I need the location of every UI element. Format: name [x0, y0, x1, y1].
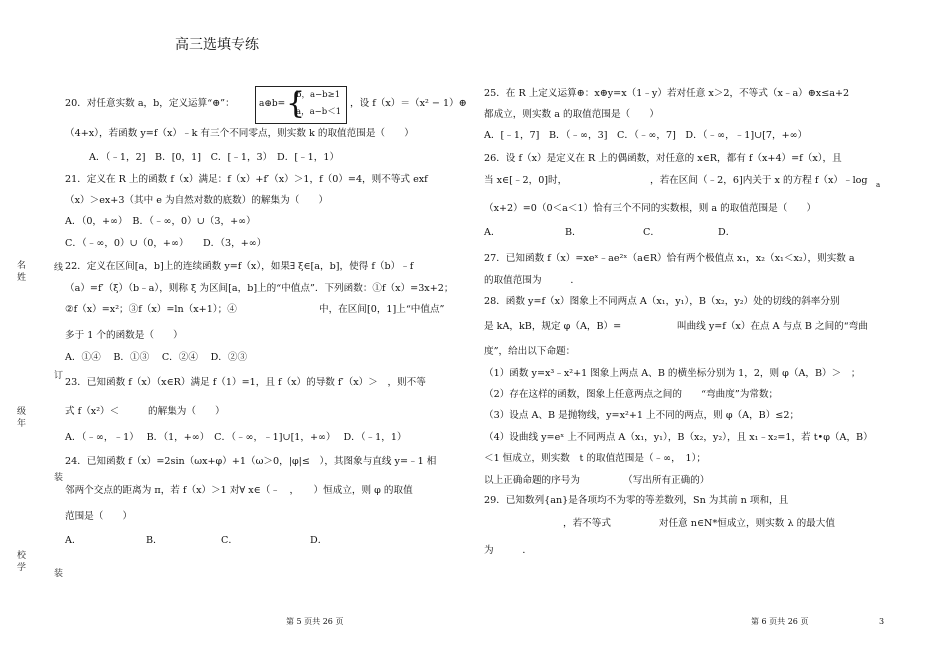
q29-line1: 29．已知数列{an}是各项均不为零的等差数列，Sn 为其前 n 项和，且 — [484, 495, 789, 506]
op-lhs: a⊕b= — [259, 99, 286, 109]
q26-option-c: C． — [643, 227, 660, 238]
q28-item-2: （2）存在这样的函数，图象上任意两点之间的 “弯曲度”为常数； — [484, 389, 779, 400]
q28-line3: 度”，给出以下命题： — [484, 346, 576, 357]
q26-log-subscript: a — [876, 181, 881, 189]
q26-option-b: B． — [565, 227, 582, 238]
q23-line1: 23．已知函数 f（x）（x∈R）满足 f（1）=1，且 f（x）的导数 f′（x）＞ ，则不等 — [65, 377, 426, 388]
q28-item-3: （3）设点 A、B 是抛物线，y=x²+1 上不同的两点，则 φ（A，B）≤2； — [484, 410, 800, 421]
left-page-footer: 第 5 页共 26 页 — [286, 617, 344, 626]
q22-line1: 22．定义在区间[a，b]上的连续函数 y=f（x），如果∃ ξ∈[a，b]，使得 f（b）﹣f — [65, 261, 414, 272]
margin-label-xiao: 校 — [17, 551, 27, 561]
q28-item-4b: ＜1 恒成立，则实数 t 的取值范围是（﹣∞， 1）； — [484, 453, 707, 464]
q20-line2: （4+x），若函数 y=f（x）﹣k 有三个不同零点，则实数 k 的取值范围是（ ） — [65, 128, 414, 139]
margin-label-xue: 学 — [17, 563, 27, 573]
q28-line2a: 是 kA，kB，规定 φ（A，B）= — [484, 321, 622, 332]
q24-option-c: C． — [221, 535, 238, 546]
q23-options: A．（﹣∞，﹣1） B．（1，+∞） C．（﹣∞，﹣1]∪[1，+∞） D．（﹣1，1） — [65, 432, 407, 443]
q28-conclusion: 以上正确命题的序号为 （写出所有正确的） — [484, 475, 710, 486]
q27-line2: 的取值范围为 ． — [484, 275, 580, 286]
q20-line1b: ，设 f（x）＝（x² − 1）⊕ — [350, 98, 467, 109]
q26-line2a: 当 x∈[﹣2，0]时， — [484, 175, 568, 186]
q28-line1: 28．函数 y=f（x）图象上不同两点 A（x₁，y₁），B（x₂，y₂）处的切线的斜率分别 — [484, 296, 840, 307]
binding-mark-ding: 订 — [54, 371, 64, 381]
q23-line2: 式 f（x²）＜ 的解集为（ ） — [65, 406, 225, 417]
q28-line2b: 叫曲线 y=f（x）在点 A 与点 B 之间的“弯曲 — [677, 321, 868, 332]
q22-line2: （a）=f′（ξ）（b﹣a），则称 ξ 为区间[a，b]上的“中值点”．下列函数：①f（x）=3x+2； — [65, 283, 454, 294]
q29-line3: 为 ． — [484, 545, 532, 556]
q21-options-cd: C．（﹣∞，0）∪（0，+∞） D．（3，+∞） — [65, 238, 267, 249]
q27-line1: 27．已知函数 f（x）=xeˣ﹣ae²ˣ（a∈R）恰有两个极值点 x₁，x₂（x₁＜x₂），则实数 a — [484, 253, 855, 264]
margin-label-nian: 年 — [17, 419, 27, 429]
binding-mark-zhuang-bottom: 装 — [54, 569, 64, 579]
q25-line1: 25．在 R 上定义运算⊕：x⊕y=x（1﹣y）若对任意 x＞2，不等式（x﹣a）⊕x≤a+2 — [484, 88, 850, 99]
q26-line1: 26．设 f（x）是定义在 R 上的偶函数，对任意的 x∈R，都有 f（x+4）=f（x），且 — [484, 153, 842, 164]
margin-label-ming: 名 — [17, 261, 27, 271]
right-page-footer: 第 6 页共 26 页 — [751, 617, 809, 626]
q24-option-a: A． — [65, 535, 82, 546]
q26-line3: （x+2）=0（0＜a＜1）恰有三个不同的实数根，则 a 的取值范围是（ ） — [484, 203, 817, 214]
page-title: 高三选填专练 — [175, 37, 259, 53]
op-case-2: a，a−b＜1 — [296, 107, 342, 117]
q26-option-d: D． — [718, 227, 736, 238]
q21-options-ab: A．（0，+∞） B．（﹣∞，0）∪（3，+∞） — [65, 216, 256, 227]
q24-line3: 范围是（ ） — [65, 511, 133, 522]
q24-option-d: D． — [310, 535, 328, 546]
q20-options: A．（﹣1，2] B．[0，1] C．[﹣1，3） D．[﹣1，1） — [89, 152, 340, 163]
q25-line2: 都成立，则实数 a 的取值范围是（ ） — [484, 109, 659, 120]
q22-options: A．①④ B．①③ C．②④ D．②③ — [65, 352, 248, 363]
q21-line2: （x）＞ex+3（其中 e 为自然对数的底数）的解集为（ ） — [65, 195, 329, 206]
q24-option-b: B． — [146, 535, 163, 546]
q28-item-4a: （4）设曲线 y=eˣ 上不同两点 A（x₁，y₁），B（x₂，y₂），且 x₁﹣x₂=1，若 t•φ（A，B） — [484, 432, 873, 443]
q28-item-1: （1）函数 y=x³﹣x²+1 图象上两点 A、B 的横坐标分别为 1，2，则 φ（A，B）＞ ； — [484, 368, 861, 379]
q26-option-a: A． — [484, 227, 501, 238]
brace-icon: { — [286, 86, 306, 121]
binding-mark-zhuang: 装 — [54, 473, 64, 483]
q24-line1: 24．已知函数 f（x）=2sin（ωx+φ）+1（ω＞0，|φ|≤ ），其图象与直线 y=﹣1 相 — [65, 456, 437, 467]
q21-line1: 21．定义在 R 上的函数 f（x）满足：f（x）+f′（x）＞1，f（0）=4，则不等式 exf — [65, 174, 428, 185]
q22-line4: 多于 1 个的函数是（ ） — [65, 330, 183, 341]
sheet-page-number: 3 — [879, 617, 885, 626]
operation-definition-box — [255, 86, 347, 124]
op-case-1: b，a−b≥1 — [296, 90, 341, 100]
q22-line3b: 中，在区间[0，1]上“中值点” — [319, 304, 445, 315]
q26-line2b: ，若在区间（﹣2，6]内关于 x 的方程 f（x）﹣log — [650, 175, 868, 186]
q25-options: A．[﹣1，7] B．（﹣∞，3] C．（﹣∞，7] D．（﹣∞，﹣1]∪[7，+∞） — [484, 130, 808, 141]
binding-mark-xian: 线 — [54, 263, 64, 273]
margin-label-xing: 姓 — [17, 273, 27, 283]
q29-line2: ，若不等式 对任意 n∈N*恒成立，则实数 λ 的最大值 — [563, 518, 835, 529]
margin-label-ji: 级 — [17, 407, 27, 417]
q22-line3a: ②f（x）=x²；③f（x）=ln（x+1）；④ — [65, 304, 237, 315]
q24-line2: 邻两个交点的距离为 π，若 f（x）＞1 对∀ x∈（﹣ ， ）恒成立，则 φ 的取值 — [65, 485, 413, 496]
q20-line1a: 20．对任意实数 a，b，定义运算“⊕”： — [65, 98, 235, 109]
